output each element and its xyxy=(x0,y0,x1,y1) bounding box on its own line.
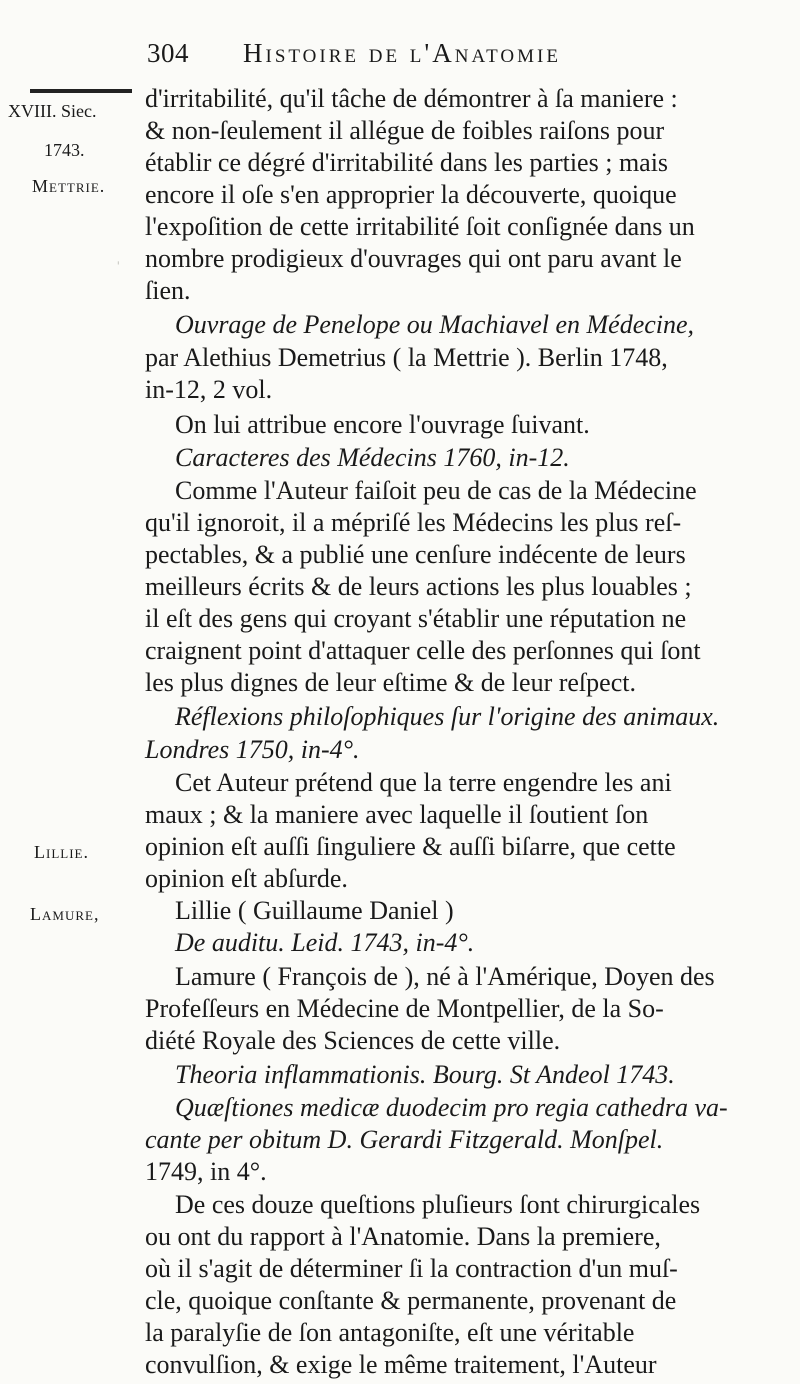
text-line: cle, quoique conſtante & permanente, provenant de xyxy=(145,1286,677,1315)
citation-title: De auditu. Leid. 1743, in-4°. xyxy=(175,928,475,957)
author-entry-lamure: Lamure ( François de ), né à l'Amérique, Doyen des xyxy=(175,962,715,991)
text-line: 1749, in 4°. xyxy=(145,1157,267,1186)
text-line: maux ; & la maniere avec laquelle il ſoutient ſon xyxy=(145,800,649,829)
text-line: convulſion, & exige le même traitement, l'Auteur xyxy=(145,1350,657,1379)
book-page: 304 Histoire de l'Anatomie ˌ XVIII. Siec. 1743. Mettrie. Lillie. Lamure, d'irritabilité, qu'il tâche de démontrer à ſa maniere : & non-ſeulement il allégue de foibles raiſons pour établir ce dégré d'irritabilité dans les parties ; mais encore il oſe s'en approprier la découverte, quoique l'expoſition de cette irritabilité ſoit conſignée dans un nombre prodigieux d'ouvrages qui ont paru avant le ſien. Ouvrage de Penelope ou Machiavel en Médecine, par Alethius Demetrius ( la Mettrie ). Berlin 1748, in-12, 2 vol. On lui attribue encore l'ouvrage ſuivant. Caracteres des Médecins 1760, in-12. Comme l'Auteur faiſoit peu de cas de la Médecine qu'il ignoroit, il a mépriſé les Médecins les plus reſ- pectables, & a publié une cenſure indécente de leurs meilleurs écrits & de leurs actions les plus louables ; il eſt des gens qui croyant s'établir une réputation ne craignent point d'attaquer celle des perſonnes qui ſont les plus dignes de leur eſtime & de leur reſpect. Réflexions philoſophiques ſur l'origine des animaux. Londres 1750, in-4°. Cet Auteur prétend que la terre engendre les ani maux ; & la maniere avec laquelle il ſoutient ſon opinion eſt auſſi ſinguliere & auſſi biſarre, que cette opinion eſt abſurde. Lillie ( Guillaume Daniel ) De auditu. Leid. 1743, in-4°. Lamure ( François de ), né à l'Amérique, Doyen des Profeſſeurs en Médecine de Montpellier, de la So- diété Royale des Sciences de cette ville. Theoria inflammationis. Bourg. St Andeol 1743. Quæſtiones medicæ duodecim pro regia cathedra va- cante per obitum D. Gerardi Fitzgerald. Monſpel. 1749, in 4°. De ces douze queſtions pluſieurs ſont chirurgicales ou ont du rapport à l'Anatomie. Dans la premiere, où il s'agit de déterminer ſi la contraction d'un muſ- cle, quoique conſtante & permanente, provenant de la paralyſie de ſon antagoniſte, eſt une véritable convulſion, & exige le même traitement, l'Auteur xyxy=(0,0,800,1384)
text-line: la paralyſie de ſon antagoniſte, eſt une véritable xyxy=(145,1318,635,1347)
citation-title: Réflexions philoſophiques ſur l'origine des animaux. xyxy=(175,702,720,731)
text-line: On lui attribue encore l'ouvrage ſuivant. xyxy=(175,410,590,439)
margin-rule xyxy=(30,89,132,93)
bleed-through-text: ˌ xyxy=(115,243,122,265)
text-line: opinion eſt abſurde. xyxy=(145,864,348,893)
text-line: l'expoſition de cette irritabilité ſoit conſignée dans un xyxy=(145,212,695,241)
citation-title: cante per obitum D. Gerardi Fitzgerald. Monſpel. xyxy=(145,1125,664,1154)
citation-title: Ouvrage de Penelope ou Machiavel en Médecine, xyxy=(175,310,695,339)
text-line: par Alethius Demetrius ( la Mettrie ). Berlin 1748, xyxy=(145,343,668,372)
citation-title: Quæſtiones medicæ duodecim pro regia cathedra va- xyxy=(175,1093,728,1122)
text-line: De ces douze queſtions pluſieurs ſont chirurgicales xyxy=(175,1190,701,1219)
author-entry-lillie: Lillie ( Guillaume Daniel ) xyxy=(175,896,454,925)
text-line: & non-ſeulement il allégue de foibles raiſons pour xyxy=(145,116,665,145)
text-line: opinion eſt auſſi ſinguliere & auſſi biſarre, que cette xyxy=(145,832,676,861)
citation-title: Caracteres des Médecins 1760, in-12. xyxy=(175,443,570,472)
text-line: d'irritabilité, qu'il tâche de démontrer à ſa maniere : xyxy=(145,84,678,113)
page-number: 304 xyxy=(147,38,189,68)
text-line: ou ont du rapport à l'Anatomie. Dans la premiere, xyxy=(145,1222,661,1251)
text-line: établir ce dégré d'irritabilité dans les parties ; mais xyxy=(145,148,669,177)
text-line: Cet Auteur prétend que la terre engendre les ani xyxy=(175,768,672,797)
page-header xyxy=(147,34,767,74)
text-line: ſien. xyxy=(145,276,191,305)
text-line: pectables, & a publié une cenſure indécente de leurs xyxy=(145,540,686,569)
text-line: il eſt des gens qui croyant s'établir une réputation ne xyxy=(145,604,687,633)
text-line: craignent point d'attaquer celle des perſonnes qui ſont xyxy=(145,636,701,665)
running-title: Histoire de l'Anatomie xyxy=(243,38,561,68)
text-line: les plus dignes de leur eſtime & de leur reſpect. xyxy=(145,668,636,697)
text-line: nombre prodigieux d'ouvrages qui ont paru avant le xyxy=(145,244,682,273)
text-line: qu'il ignoroit, il a mépriſé les Médecins les plus reſ- xyxy=(145,508,682,537)
text-line: Profeſſeurs en Médecine de Montpellier, de la So- xyxy=(145,994,664,1023)
text-line: où il s'agit de déterminer ſi la contraction d'un muſ- xyxy=(145,1254,678,1283)
citation-imprint: Londres 1750, in-4°. xyxy=(145,735,360,764)
text-line: in-12, 2 vol. xyxy=(145,375,273,404)
text-line: Comme l'Auteur faiſoit peu de cas de la Médecine xyxy=(175,476,697,505)
text-line: meilleurs écrits & de leurs actions les plus louables ; xyxy=(145,572,692,601)
text-line: encore il oſe s'en approprier la découverte, quoique xyxy=(145,180,677,209)
citation-title: Theoria inflammationis. Bourg. St Andeol 1743. xyxy=(175,1060,675,1089)
text-line: diété Royale des Sciences de cette ville. xyxy=(145,1026,561,1055)
